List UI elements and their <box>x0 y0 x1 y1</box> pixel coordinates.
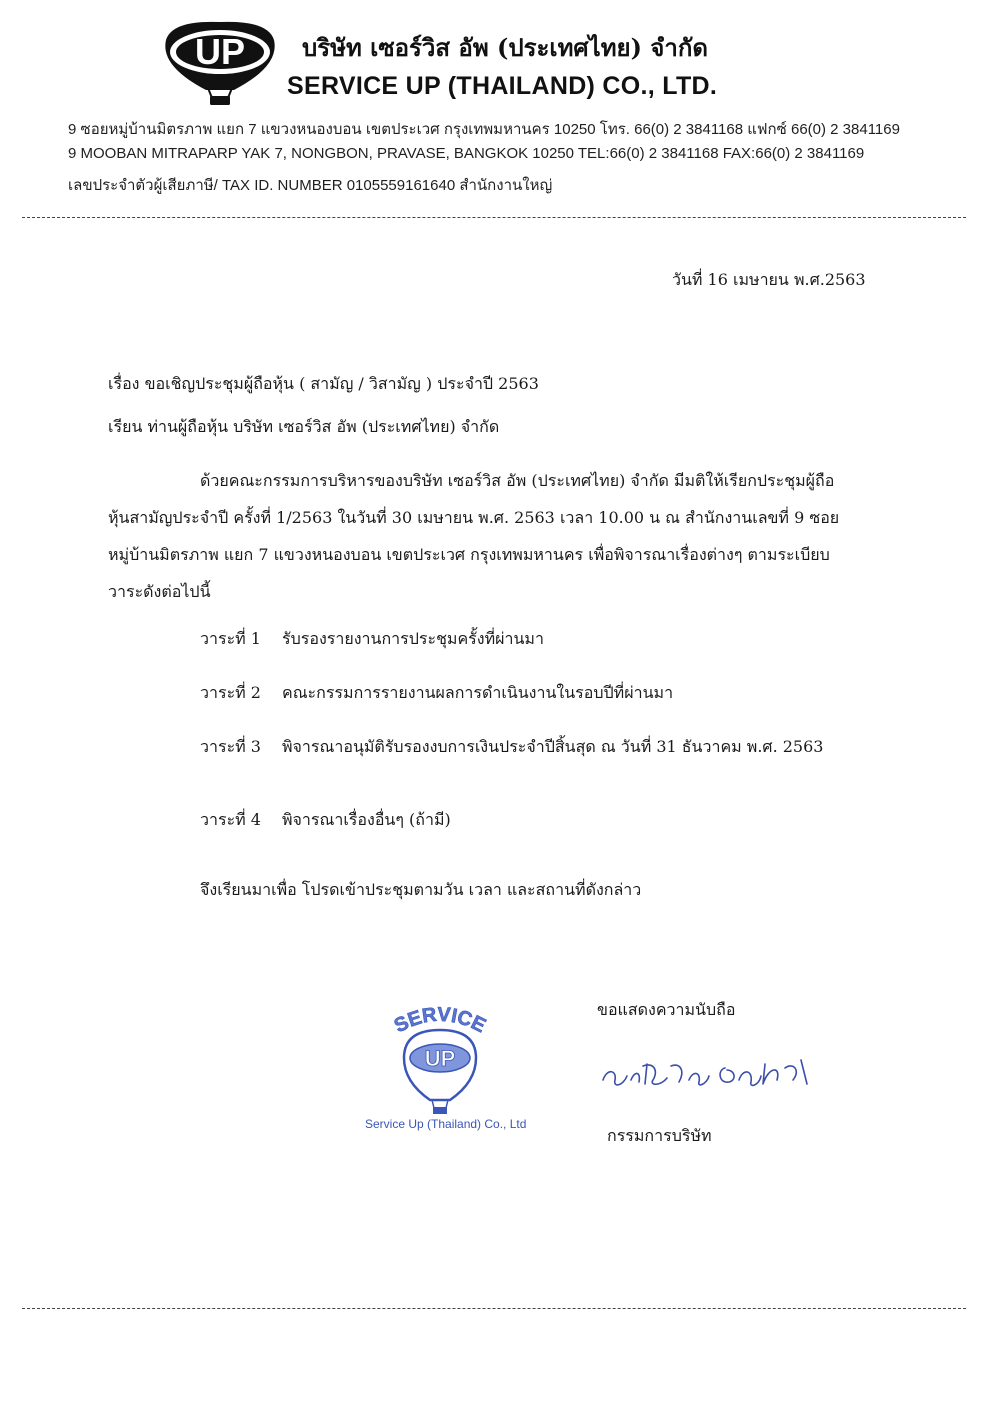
header-divider <box>22 217 966 218</box>
paragraph-line: วาระดังต่อไปนี้ <box>108 582 211 601</box>
letter-salutation: เรียน ท่านผู้ถือหุ้น บริษัท เซอร์วิส อัพ (ประเทศไทย) จำกัด <box>108 417 500 436</box>
invitation-paragraph <box>108 468 888 616</box>
agenda-item <box>200 808 451 833</box>
address-english: 9 MOOBAN MITRAPARP YAK 7, NONGBON, PRAVASE, BANGKOK 10250 TEL:66(0) 2 3841168 FAX:66(0) 2 3841169 <box>68 145 865 162</box>
handwritten-signature <box>597 1040 817 1100</box>
agenda-item <box>200 681 673 706</box>
agenda-number: วาระที่ 1 <box>200 629 261 648</box>
letter-date: วันที่ 16 เมษายน พ.ศ.2563 <box>672 270 866 289</box>
footer-divider <box>22 1308 966 1309</box>
agenda-number: วาระที่ 4 <box>200 810 261 829</box>
agenda-text: พิจารณาอนุมัติรับรองงบการเงินประจำปีสิ้นสุด ณ วันที่ 31 ธันวาคม พ.ศ. 2563 <box>282 737 824 756</box>
company-name-english: SERVICE UP (THAILAND) CO., LTD. <box>287 72 718 100</box>
signer-title: กรรมการบริษัท <box>607 1126 712 1145</box>
letter-closing: จึงเรียนมาเพื่อ โปรดเข้าประชุมตามวัน เวลา และสถานที่ดังกล่าว <box>200 880 642 899</box>
company-stamp-icon <box>360 1000 520 1120</box>
paragraph-line: ด้วยคณะกรรมการบริหารของบริษัท เซอร์วิส อัพ (ประเทศไทย) จำกัด มีมติให้เรียกประชุมผู้ถือ <box>200 471 835 490</box>
regards-text: ขอแสดงความนับถือ <box>597 1000 736 1019</box>
agenda-text: คณะกรรมการรายงานผลการดำเนินงานในรอบปีที่ผ่านมา <box>282 683 674 702</box>
agenda-number: วาระที่ 3 <box>200 737 261 756</box>
letter-subject: เรื่อง ขอเชิญประชุมผู้ถือหุ้น ( สามัญ / วิสามัญ ) ประจำปี 2563 <box>108 374 539 393</box>
agenda-item <box>200 627 544 652</box>
tax-id-line: เลขประจำตัวผู้เสียภาษี/ TAX ID. NUMBER 0105559161640 สำนักงานใหญ่ <box>68 177 553 194</box>
agenda-text: รับรองรายงานการประชุมครั้งที่ผ่านมา <box>282 629 544 648</box>
svg-text:SERVICE: SERVICE <box>390 1003 490 1038</box>
company-name-thai: บริษัท เซอร์วิส อัพ (ประเทศไทย) จำกัด <box>302 33 708 62</box>
svg-text:UP: UP <box>194 31 246 72</box>
agenda-number: วาระที่ 2 <box>200 683 261 702</box>
agenda-text: พิจารณาเรื่องอื่นๆ (ถ้ามี) <box>282 810 451 829</box>
stamp-caption: Service Up (Thailand) Co., Ltd <box>365 1117 527 1131</box>
paragraph-line: หุ้นสามัญประจำปี ครั้งที่ 1/2563 ในวันที่ 30 เมษายน พ.ศ. 2563 เวลา 10.00 น ณ สำนักงานเลขที่ 9 ซอย <box>108 508 840 527</box>
svg-text:UP: UP <box>424 1046 456 1071</box>
address-thai: 9 ซอยหมู่บ้านมิตรภาพ แยก 7 แขวงหนองบอน เขตประเวศ กรุงเทพมหานคร 10250 โทร. 66(0) 2 3841168 แฟกซ์ 66(0) 2 3841169 <box>68 121 900 138</box>
agenda-item <box>200 735 823 760</box>
company-logo-icon <box>160 20 280 106</box>
paragraph-line: หมู่บ้านมิตรภาพ แยก 7 แขวงหนองบอน เขตประเวศ กรุงเทพมหานคร เพื่อพิจารณาเรื่องต่างๆ ตามระเบียบ <box>108 545 830 564</box>
